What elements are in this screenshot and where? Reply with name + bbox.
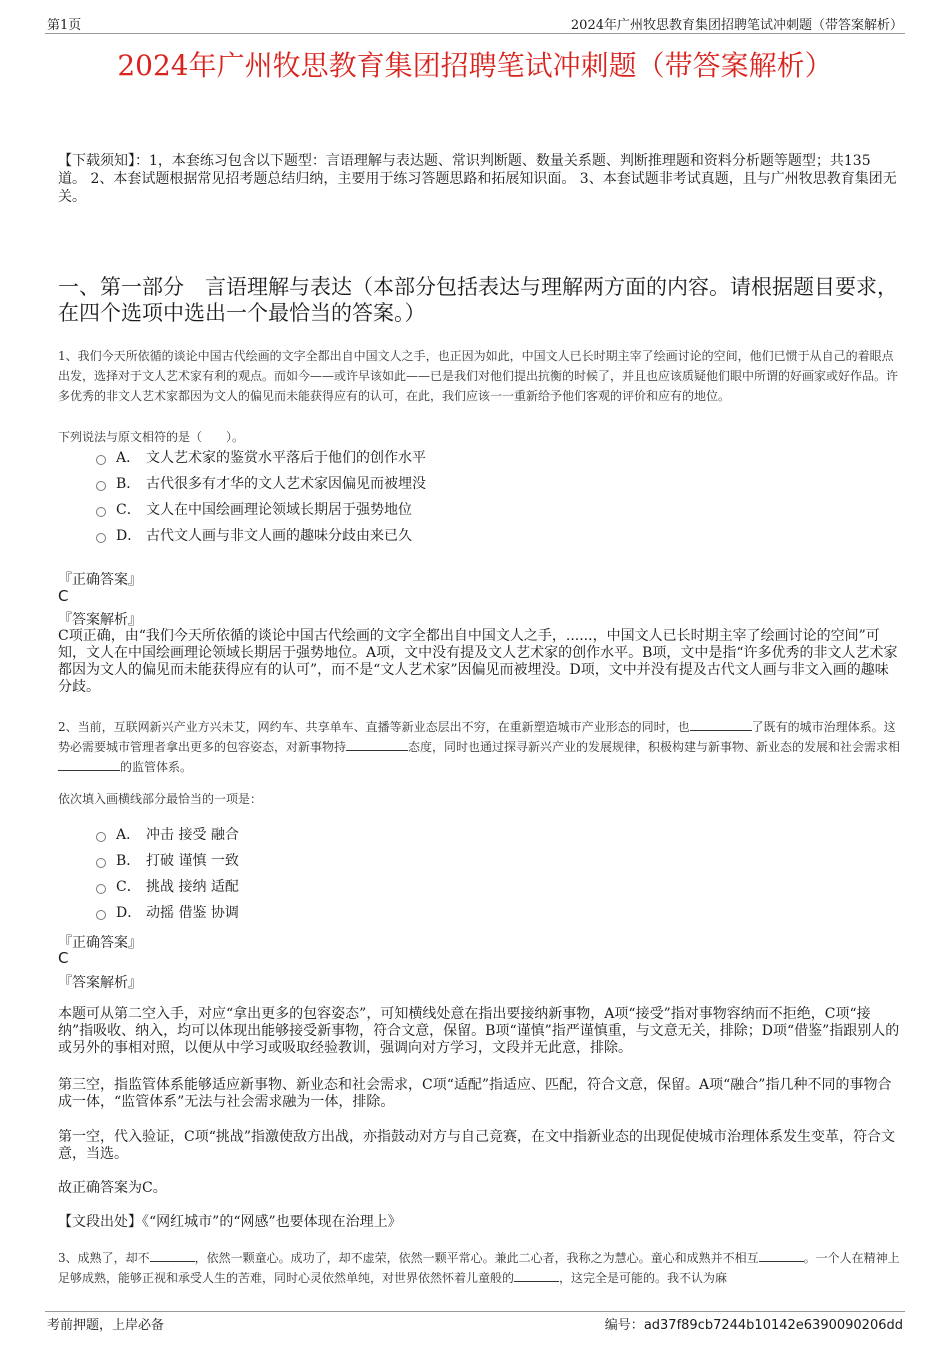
question-1-prompt: 下列说法与原文相符的是（ ）。 bbox=[58, 430, 245, 444]
question-1-stem: 1、我们今天所依循的谈论中国古代绘画的文字全都出自中国文人之手，也正因为如此，中国文人已长时期主宰了绘画讨论的空间，他们已惯于从自己的着眼点出发，选择对于文人艺术家有利的观点。而如今——或许早该如此——已是我们对他们提出抗衡的时候了，并且也应该质疑他们眼中所谓的好画家或好作品。许多优秀的非文人艺术家都因为文人的偏见而未能获得应有的认可，在此，我们应该一一重新给予他们客观的评价和应有的地位。 bbox=[58, 349, 899, 403]
analysis-paragraph: 第一空，代入验证，C项“挑战”指激使敌方出战，亦指鼓动对方与自己竞赛，在文中指新业态的出现促使城市治理体系发生变革，符合文意，当选。 bbox=[58, 1129, 896, 1162]
radio-icon[interactable] bbox=[96, 455, 106, 465]
header-divider bbox=[45, 33, 905, 34]
radio-icon[interactable] bbox=[96, 533, 106, 543]
analysis-conclusion: 故正确答案为C。 bbox=[58, 1180, 167, 1196]
correct-answer: C bbox=[58, 587, 69, 605]
radio-icon[interactable] bbox=[96, 481, 106, 491]
document-title: 2024年广州牧思教育集团招聘笔试冲刺题（带答案解析） bbox=[117, 49, 833, 82]
footer-code: 编号：ad37f89cb7244b10142e6390090206dd bbox=[604, 1318, 903, 1333]
radio-icon[interactable] bbox=[96, 832, 106, 842]
fill-blank[interactable] bbox=[346, 738, 408, 751]
analysis-label: 『答案解析』 bbox=[58, 975, 142, 991]
answer-label: 『正确答案』 bbox=[58, 935, 142, 951]
answer-label: 『正确答案』 bbox=[58, 572, 142, 588]
footer-slogan: 考前押题，上岸必备 bbox=[47, 1318, 165, 1333]
question-3-stem: 3、成熟了，却不 ，依然一颗童心。成功了，却不虚荣，依然一颗平常心。兼此二心者，我称之为慧心。童心和成熟并不相互 。一个人在精神上足够成熟，能够正视和承受人生的苦难，同时心灵依然单纯，对世界依然怀着儿童般的 ，这完全是可能的。我不认为麻 bbox=[58, 1251, 900, 1285]
footer-divider bbox=[45, 1311, 905, 1312]
correct-answer: C bbox=[58, 949, 69, 967]
fill-blank[interactable] bbox=[759, 1249, 804, 1262]
fill-blank[interactable] bbox=[150, 1249, 195, 1262]
passage-source: 【文段出处】《“网红城市”的“网感”也要体现在治理上》 bbox=[58, 1214, 402, 1230]
header-page-number: 第1页 bbox=[47, 18, 82, 33]
fill-blank[interactable] bbox=[690, 718, 752, 731]
radio-icon[interactable] bbox=[96, 507, 106, 517]
section-heading: 一、第一部分 言语理解与表达（本部分包括表达与理解两方面的内容。请根据题目要求，在四个选项中选出一个最恰当的答案。） bbox=[58, 275, 898, 325]
radio-icon[interactable] bbox=[96, 858, 106, 868]
radio-icon[interactable] bbox=[96, 884, 106, 894]
analysis-paragraph: 第三空，指监管体系能够适应新事物、新业态和社会需求，C项“适配”指适应、匹配，符合文意，保留。A项“融合”指几种不同的事物合成一体，“监管体系”无法与社会需求融为一体，排除。 bbox=[58, 1077, 892, 1110]
question-2-stem: 2、当前，互联网新兴产业方兴未艾，网约车、共享单车、直播等新业态层出不穷，在重新塑造城市产业形态的同时，也 了既有的城市治理体系。这势必需要城市管理者拿出更多的包容姿态，对新事物持 态度，同时也通过探寻新兴产业的发展规律，积极构建与新事物、新业态的发展和社会需求相的监管体系。 bbox=[58, 720, 901, 774]
answer-analysis: C项正确，由“我们今天所依循的谈论中国古代绘画的文字全都出自中国文人之手，......，中国文人已长时期主宰了绘画讨论的空间”可知，文人在中国绘画理论领域长期居于强势地位。A项，文中没有提及文人艺术家的创作水平。B项，文中是指“许多优秀的非文人艺术家都因为文人的偏见而未能获得应有的认可”，而不是“文人艺术家”因偏见而被埋没。D项，文中并没有提及古代文人画与非文入画的趣味分歧。 bbox=[58, 628, 898, 695]
analysis-paragraph: 本题可从第二空入手，对应“拿出更多的包容姿态”，可知横线处意在指出要接纳新事物，A项“接受”指对事物容纳而不拒绝，C项“接纳”指吸收、纳入，均可以体现出能够接受新事物，符合文意，保留。B项“谨慎”指严谨慎重，与文意无关，排除；D项“借鉴”指跟别人的或另外的事相对照，以便从中学习或吸取经验教训，强调向对方学习，文段并无此意，排除。 bbox=[58, 1006, 900, 1056]
question-2-prompt: 依次填入画横线部分最恰当的一项是： bbox=[58, 792, 263, 806]
fill-blank[interactable] bbox=[58, 758, 120, 771]
fill-blank[interactable] bbox=[514, 1269, 559, 1282]
header-doc-title: 2024年广州牧思教育集团招聘笔试冲刺题（带答案解析） bbox=[570, 18, 903, 33]
analysis-label: 『答案解析』 bbox=[58, 612, 142, 628]
radio-icon[interactable] bbox=[96, 910, 106, 920]
download-notice: 【下载须知】：1，本套练习包含以下题型：言语理解与表达题、常识判断题、数量关系题、判断推理题和资料分析题等题型；共135道。 2、本套试题根据常见招考题总结归纳，主要用于练习答题思路和拓展知识面。 3、本套试题非考试真题，且与广州牧思教育集团无关。 bbox=[58, 153, 897, 205]
